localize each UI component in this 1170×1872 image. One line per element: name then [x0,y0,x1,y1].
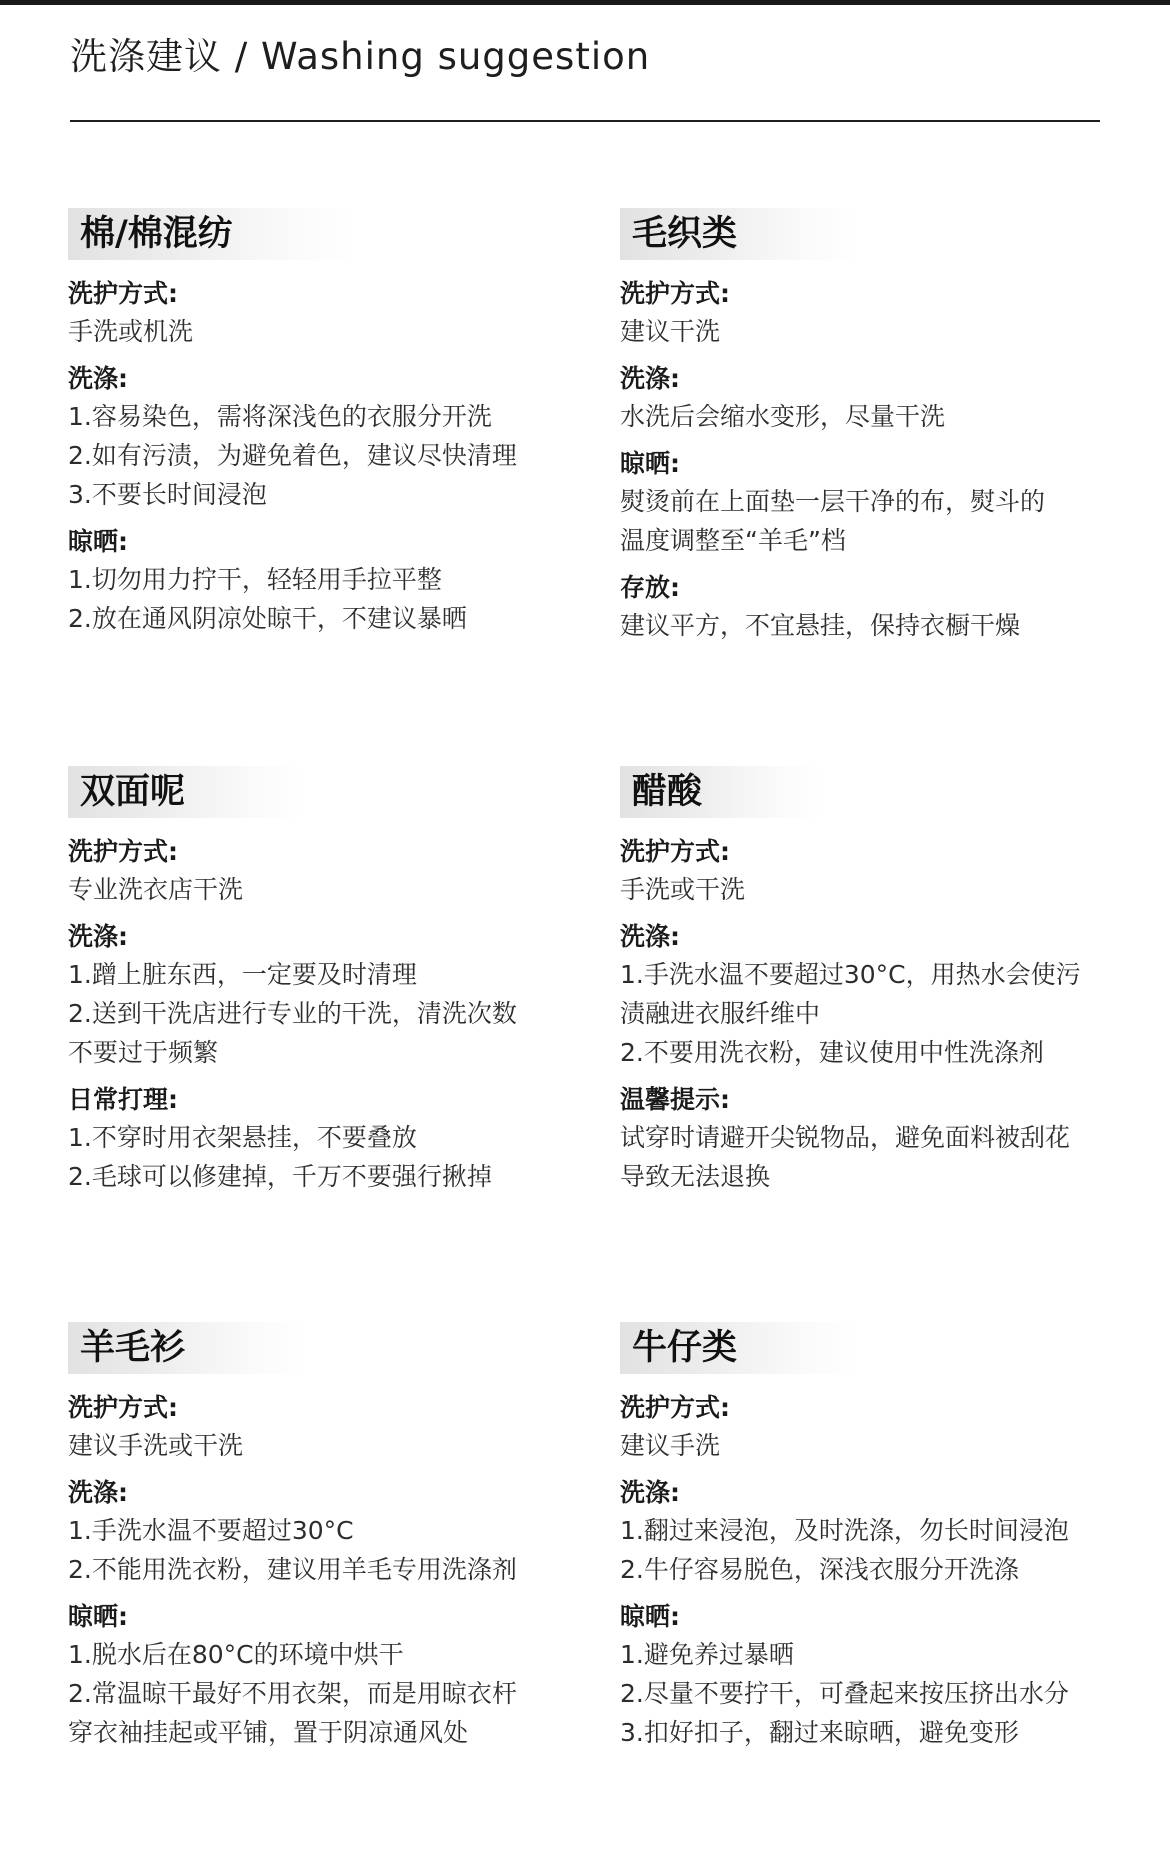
block-line: 建议平方，不宜悬挂，保持衣橱干燥 [620,611,1021,640]
block-label: 晾晒: [620,1602,680,1631]
block-line: 2.尽量不要拧干，可叠起来按压挤出水分 [620,1679,1069,1708]
block-line: 熨烫前在上面垫一层干净的布，熨斗的 [620,487,1046,516]
block-label: 洗护方式: [68,837,178,866]
section-heading: 醋酸 [620,766,822,818]
section-heading: 羊毛衫 [68,1322,305,1374]
page-title: 洗涤建议 / Washing suggestion [70,35,651,78]
drying-block [620,1599,1120,1752]
block-label: 洗护方式: [620,1393,730,1422]
storage-block [620,570,1120,645]
block-line: 手洗或干洗 [620,875,746,904]
care-method-block [620,1390,1120,1465]
block-label: 洗护方式: [620,837,730,866]
section-cotton [68,208,568,648]
section-acetate [620,766,1120,1206]
block-label: 晾晒: [68,527,128,556]
block-line: 渍融进衣服纤维中 [620,999,821,1028]
care-method-block [68,834,568,909]
block-label: 晾晒: [620,449,680,478]
block-line: 1.蹭上脏东西，一定要及时清理 [68,960,417,989]
block-line: 1.脱水后在80°C的环境中烘干 [68,1640,404,1669]
block-line: 专业洗衣店干洗 [68,875,244,904]
block-line: 2.常温晾干最好不用衣架，而是用晾衣杆 [68,1679,517,1708]
block-label: 晾晒: [68,1602,128,1631]
care-method-block [620,276,1120,351]
title-divider [70,120,1100,122]
washing-block [620,1475,1120,1589]
block-line: 1.避免养过暴晒 [620,1640,794,1669]
block-line: 2.放在通风阴凉处晾干，不建议暴晒 [68,604,467,633]
block-label: 洗涤: [620,922,680,951]
block-line: 2.不要用洗衣粉，建议使用中性洗涤剂 [620,1038,1044,1067]
block-line: 不要过于频繁 [68,1038,219,1067]
block-line: 2.毛球可以修建掉，千万不要强行揪掉 [68,1162,492,1191]
block-label: 日常打理: [68,1085,178,1114]
block-line: 1.手洗水温不要超过30°C，用热水会使污 [620,960,1081,989]
drying-block [68,1599,568,1752]
care-method-block [620,834,1120,909]
block-line: 1.切勿用力拧干，轻轻用手拉平整 [68,565,442,594]
section-woolen [620,208,1120,655]
block-line: 水洗后会缩水变形，尽量干洗 [620,402,946,431]
section-heading: 双面呢 [68,766,305,818]
block-line: 1.不穿时用衣架悬挂，不要叠放 [68,1123,417,1152]
washing-block [68,919,568,1072]
block-line: 2.牛仔容易脱色，深浅衣服分开洗涤 [620,1555,1019,1584]
block-line: 手洗或机洗 [68,317,194,346]
block-line: 3.不要长时间浸泡 [68,480,267,509]
care-method-block [68,1390,568,1465]
washing-block [620,361,1120,436]
block-line: 2.不能用洗衣粉，建议用羊毛专用洗涤剂 [68,1555,517,1584]
block-line: 导致无法退换 [620,1162,771,1191]
care-method-block [68,276,568,351]
block-line: 建议手洗或干洗 [68,1431,244,1460]
block-line: 2.送到干洗店进行专业的干洗，清洗次数 [68,999,517,1028]
block-line: 3.扣好扣子，翻过来晾晒，避免变形 [620,1718,1019,1747]
drying-block [620,446,1120,560]
block-label: 洗涤: [620,364,680,393]
block-line: 1.容易染色，需将深浅色的衣服分开洗 [68,402,492,431]
block-label: 洗护方式: [620,279,730,308]
block-label: 洗护方式: [68,279,178,308]
section-double-faced-wool [68,766,568,1206]
section-heading: 牛仔类 [620,1322,857,1374]
section-heading: 毛织类 [620,208,857,260]
block-label: 洗涤: [68,1478,128,1507]
washing-block [68,361,568,514]
block-label: 洗涤: [68,364,128,393]
block-line: 建议干洗 [620,317,721,346]
block-label: 洗涤: [620,1478,680,1507]
section-wool-sweater [68,1322,568,1762]
section-heading: 棉/棉混纺 [68,208,353,260]
block-label: 温馨提示: [620,1085,730,1114]
block-line: 温度调整至“羊毛”档 [620,526,846,555]
block-line: 1.翻过来浸泡，及时洗涤，勿长时间浸泡 [620,1516,1069,1545]
block-line: 建议手洗 [620,1431,721,1460]
block-label: 存放: [620,573,680,602]
block-line: 试穿时请避开尖锐物品，避免面料被刮花 [620,1123,1071,1152]
washing-block [68,1475,568,1589]
drying-block [68,524,568,638]
daily-care-block [68,1082,568,1196]
section-denim [620,1322,1120,1762]
tips-block [620,1082,1120,1196]
block-label: 洗涤: [68,922,128,951]
block-line: 穿衣袖挂起或平铺，置于阴凉通风处 [68,1718,469,1747]
block-line: 1.手洗水温不要超过30°C [68,1516,354,1545]
washing-block [620,919,1120,1072]
block-line: 2.如有污渍，为避免着色，建议尽快清理 [68,441,517,470]
block-label: 洗护方式: [68,1393,178,1422]
top-bar [0,0,1170,5]
